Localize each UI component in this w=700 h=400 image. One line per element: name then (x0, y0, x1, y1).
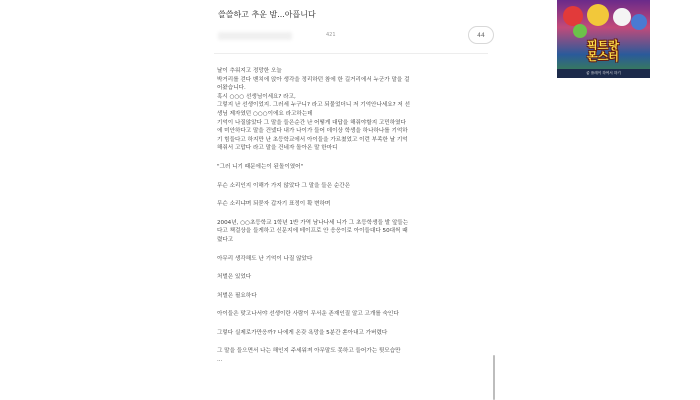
post-meta (214, 26, 488, 50)
paragraph-gap (217, 190, 489, 200)
ad-character-green (573, 24, 587, 38)
paragraph-gap (217, 172, 489, 182)
paragraph-gap (217, 282, 489, 292)
ad-caption: 좋 플레이 하여서 하기 (557, 69, 650, 78)
post-paragraph: 생님 제자였던 ○○○이에요 라고하는데 (217, 110, 313, 117)
divider (214, 53, 488, 54)
post-paragraph: 2004년, ○○초등학교 1학년 1반 가역 남나나세 니가 그 초등학생들 발 앞들는 (217, 219, 409, 226)
comment-count-button[interactable]: 44 (468, 26, 494, 44)
post-paragraph: 그렇다 실제로가만응까? 나에게 온갖 욕망을 5분간 쏟아내고 가버렸다 (217, 329, 388, 336)
post-paragraph: 박거리를 걷다 벤치에 앉아 생각을 정리하던 참에 한 길거리에서 누군가 말을 걸 (217, 76, 410, 83)
post-paragraph: 그 말을 들으면서 나는 해인지 주세워져 아무말도 못하고 들어가는 뒷모습만 (217, 348, 401, 355)
post-paragraph: 렸다고 (217, 236, 234, 243)
ad-logo-line1: 픽트랑 (587, 39, 619, 52)
ad-character-blue (631, 14, 647, 30)
post-paragraph: 에 미안하다고 말을 건넸다 내가 나이가 들어 데이상 학생을 하나하나를 기억하 (217, 128, 408, 135)
paragraph-gap (217, 209, 489, 219)
paragraph-gap (217, 153, 489, 163)
paragraph-gap (217, 245, 489, 255)
ad-character-yellow (587, 4, 609, 26)
post-paragraph: 무슨 소리인지 이해가 가지 않았다 그 말을 들은 순간은 (217, 182, 351, 189)
ad-logo (567, 40, 639, 62)
post-paragraph: 혹시 ○○○ 선생님이세요? 라고, (217, 93, 296, 100)
post-paragraph: 처벌은 있었다 (217, 274, 252, 281)
post-paragraph: 처벌은 필요하다 (217, 292, 257, 299)
ad-logo-line2: 몬스터 (587, 50, 619, 63)
ad-character-white (613, 8, 631, 26)
post-body (217, 67, 489, 365)
paragraph-gap (217, 300, 489, 310)
scrollbar[interactable] (493, 355, 495, 400)
post-column (200, 0, 500, 400)
author-name-blurred[interactable] (218, 32, 292, 40)
paragraph-gap (217, 319, 489, 329)
post-paragraph: 무슨 소리냐며 되묻자 갑자기 표정이 확 변하며 (217, 201, 331, 208)
post-paragraph: 날이 추워지고 정망한 오늘 (217, 68, 282, 74)
ad-character-red (563, 6, 583, 26)
paragraph-gap (217, 263, 489, 273)
paragraph-gap (217, 337, 489, 347)
post-paragraph: 다고 책걸상을 들게하고 신문지에 테이프로 안 응응이로 아이들대다 50대씩 때 (217, 228, 408, 235)
post-paragraph: "그러 니기 때문에는이 된돌이였어" (217, 163, 304, 170)
post-paragraph: 그렇지 난 선생이었지. 그러세 누구니? 라고 되물었더니 저 기억안나세요? 저 선 (217, 102, 411, 109)
post-title: 쓸쓸하고 추운 밤...아픕니다 (218, 10, 316, 19)
ad-banner[interactable] (557, 0, 650, 78)
post-paragraph: 아무리 생각해도 난 기억이 나질 않았다 (217, 255, 313, 262)
post-paragraph: 기 힘들다고 하지만 난 초등학교에서 아이들을 가르쳤었고 이런 부족한 날 기억 (217, 136, 408, 143)
post-paragraph: ... (217, 357, 223, 364)
view-count: 421 (326, 32, 336, 38)
post-paragraph: 기억이 나질않았다 그 말을 들은순간 난 어떻게 대답을 해줘야할지 고민하였다 (217, 119, 406, 126)
post-paragraph: 어왔습니다. (217, 85, 246, 92)
post-paragraph: 해줘서 고맙다 라고 말을 건네자 돌아온 말 한마디 (217, 145, 338, 152)
post-paragraph: 아이들은 맞고나서야 선생이란 사람이 무서운 존재인질 알고 고개를 숙인다 (217, 311, 399, 318)
